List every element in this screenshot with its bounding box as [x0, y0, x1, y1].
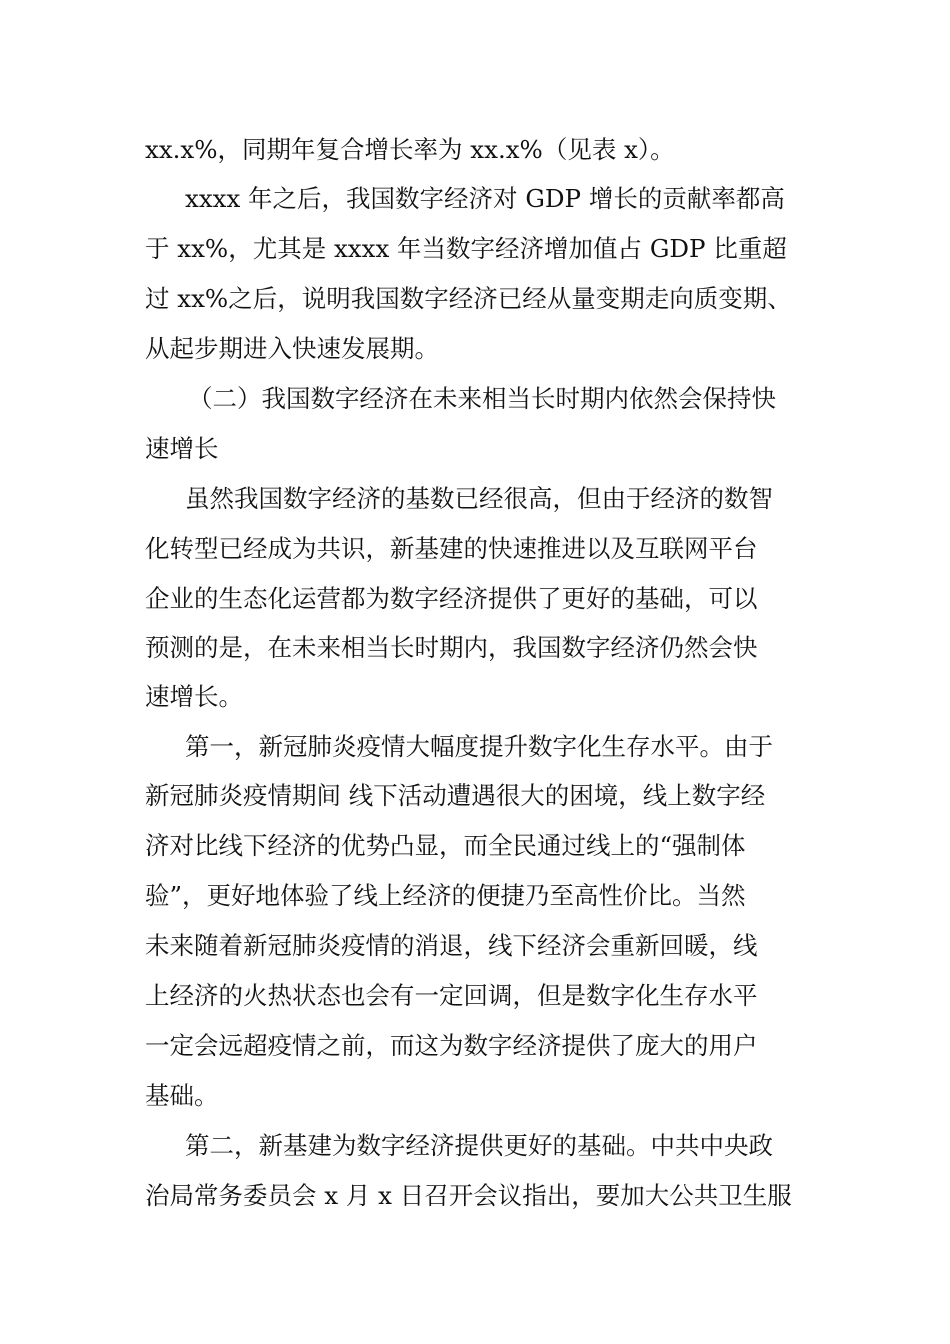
- section-heading-line: （二）我国数字经济在未来相当长时期内依然会保持快: [188, 384, 776, 413]
- paragraph-start-line: 虽然我国数字经济的基数已经很高，但由于经济的数智: [185, 484, 773, 513]
- text-line: 速增长。: [145, 682, 243, 711]
- text-line: 从起步期进入快速发展期。: [145, 334, 439, 363]
- text-line: 化转型已经成为共识，新基建的快速推进以及互联网平台: [145, 534, 758, 563]
- text-line: 于 xx%，尤其是 xxxx 年当数字经济增加值占 GDP 比重超: [145, 234, 787, 263]
- paragraph-start-line: xxxx 年之后，我国数字经济对 GDP 增长的贡献率都高: [185, 184, 785, 213]
- text-line: 济对比线下经济的优势凸显，而全民通过线上的“强制体: [145, 831, 746, 860]
- paragraph-start-line: 第一，新冠肺炎疫情大幅度提升数字化生存水平。由于: [185, 732, 773, 761]
- text-line: 预测的是，在未来相当长时期内，我国数字经济仍然会快: [145, 633, 758, 662]
- text-line: 验”，更好地体验了线上经济的便捷乃至高性价比。当然: [145, 881, 746, 910]
- text-line: 治局常务委员会 x 月 x 日召开会议指出，要加大公共卫生服: [145, 1181, 792, 1210]
- text-line: 企业的生态化运营都为数字经济提供了更好的基础，可以: [145, 584, 758, 613]
- paragraph-start-line: 第二，新基建为数字经济提供更好的基础。中共中央政: [185, 1131, 773, 1160]
- text-line: 基础。: [145, 1081, 219, 1110]
- section-heading-line: 速增长: [145, 434, 219, 463]
- text-line: 过 xx%之后，说明我国数字经济已经从量变期走向质变期、: [145, 284, 792, 313]
- text-line: 上经济的火热状态也会有一定回调，但是数字化生存水平: [145, 981, 758, 1010]
- text-line: 新冠肺炎疫情期间 线下活动遭遇很大的困境，线上数字经: [145, 781, 766, 810]
- text-line: xx.x%，同期年复合增长率为 xx.x%（见表 x）。: [145, 135, 675, 164]
- text-line: 一定会远超疫情之前，而这为数字经济提供了庞大的用户: [145, 1031, 758, 1060]
- text-line: 未来随着新冠肺炎疫情的消退，线下经济会重新回暖，线: [145, 931, 758, 960]
